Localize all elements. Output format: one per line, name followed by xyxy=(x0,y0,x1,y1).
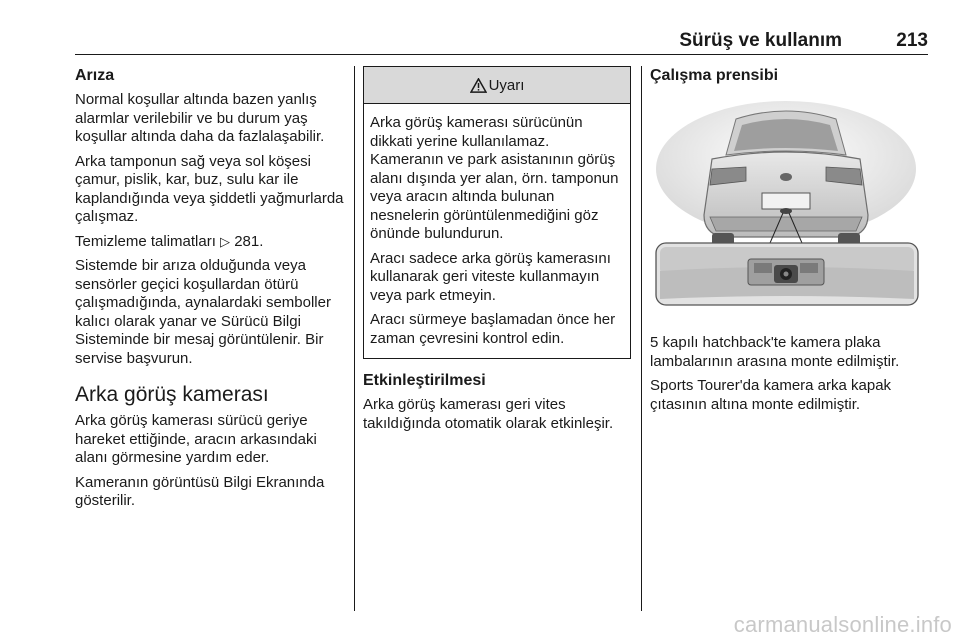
cleaning-ref-page: 281. xyxy=(234,232,264,250)
cleaning-ref-text: Temizleme talimatları xyxy=(75,232,216,250)
activation-paragraph: Arka görüş kamerası geri vites takıldığında otomatik olarak etkinleşir. xyxy=(363,396,614,432)
right-column xyxy=(650,66,928,420)
principle-paragraph-1: 5 kapılı hatchback'te kamera plaka lambalarının arasına monte edilmiştir. xyxy=(650,334,900,370)
page-number: 213 xyxy=(896,30,928,51)
warning-paragraph-3: Aracı sürmeye başlamadan önce her zaman çevresini kontrol edin. xyxy=(370,311,616,347)
page-header xyxy=(0,0,960,54)
warning-title: Uyarı xyxy=(488,76,525,94)
camera-heading: Arka görüş kamerası xyxy=(75,383,269,406)
column-divider-left xyxy=(354,66,355,611)
header-rule xyxy=(75,54,928,55)
page-ref-triangle-icon: ▷ xyxy=(220,233,231,249)
warning-triangle-icon xyxy=(470,78,487,93)
left-column xyxy=(75,66,345,517)
watermark: carmanualsonline.info xyxy=(733,612,952,637)
fault-paragraph-3: Sistemde bir arıza olduğunda veya sensörler geçici koşullardan ötürü çalışmadığında, aynalardaki semboller kalıcı olarak yanar ve Sürücü Bilgi Sisteminde bir mesaj görüntülenir. Bir servise başvurun. xyxy=(75,257,331,367)
cleaning-reference xyxy=(75,233,345,252)
camera-paragraph-2: Kameranın görüntüsü Bilgi Ekranında gösterilir. xyxy=(75,473,325,509)
section-title: Sürüş ve kullanım xyxy=(679,30,842,51)
principle-heading: Çalışma prensibi xyxy=(650,67,779,84)
fault-heading: Arıza xyxy=(75,67,115,84)
warning-body xyxy=(364,104,630,358)
warning-paragraph-1: Arka görüş kamerası sürücünün dikkati yerine kullanılamaz. Kameranın ve park asistanının görüş alanı dışında yer alan, örn. tamponun veya aracın altında bulunan nesnelerin görüntülenmediğini göz önünde bulundurun. xyxy=(370,114,619,242)
principle-paragraph-2: Sports Tourer'da kamera arka kapak çıtasının altına monte edilmiştir. xyxy=(650,377,892,413)
rear-camera-car-illustration xyxy=(650,97,922,315)
warning-box xyxy=(363,66,631,359)
fault-paragraph-1: Normal koşullar altında bazen yanlış alarmlar verilebilir ve bu durum yaş koşullar altında daha da fazlalaşabilir. xyxy=(75,91,325,145)
column-divider-right xyxy=(641,66,642,611)
warning-header xyxy=(364,67,630,104)
warning-paragraph-2: Aracı sadece arka görüş kamerasını kullanarak geri viteste kullanmayın veya park etmeyin. xyxy=(370,249,611,304)
activation-heading: Etkinleştirilmesi xyxy=(363,372,486,389)
fault-paragraph-2: Arka tamponun sağ veya sol köşesi çamur, pislik, kar, buz, sulu kar ile kaplandığında veya şiddetli yağmurlarda çalışmaz. xyxy=(75,152,344,225)
middle-column xyxy=(363,66,631,439)
camera-paragraph-1: Arka görüş kamerası sürücü geriye hareket ettiğinde, aracın arkasındaki alanı görmesine yardım eder. xyxy=(75,412,317,466)
